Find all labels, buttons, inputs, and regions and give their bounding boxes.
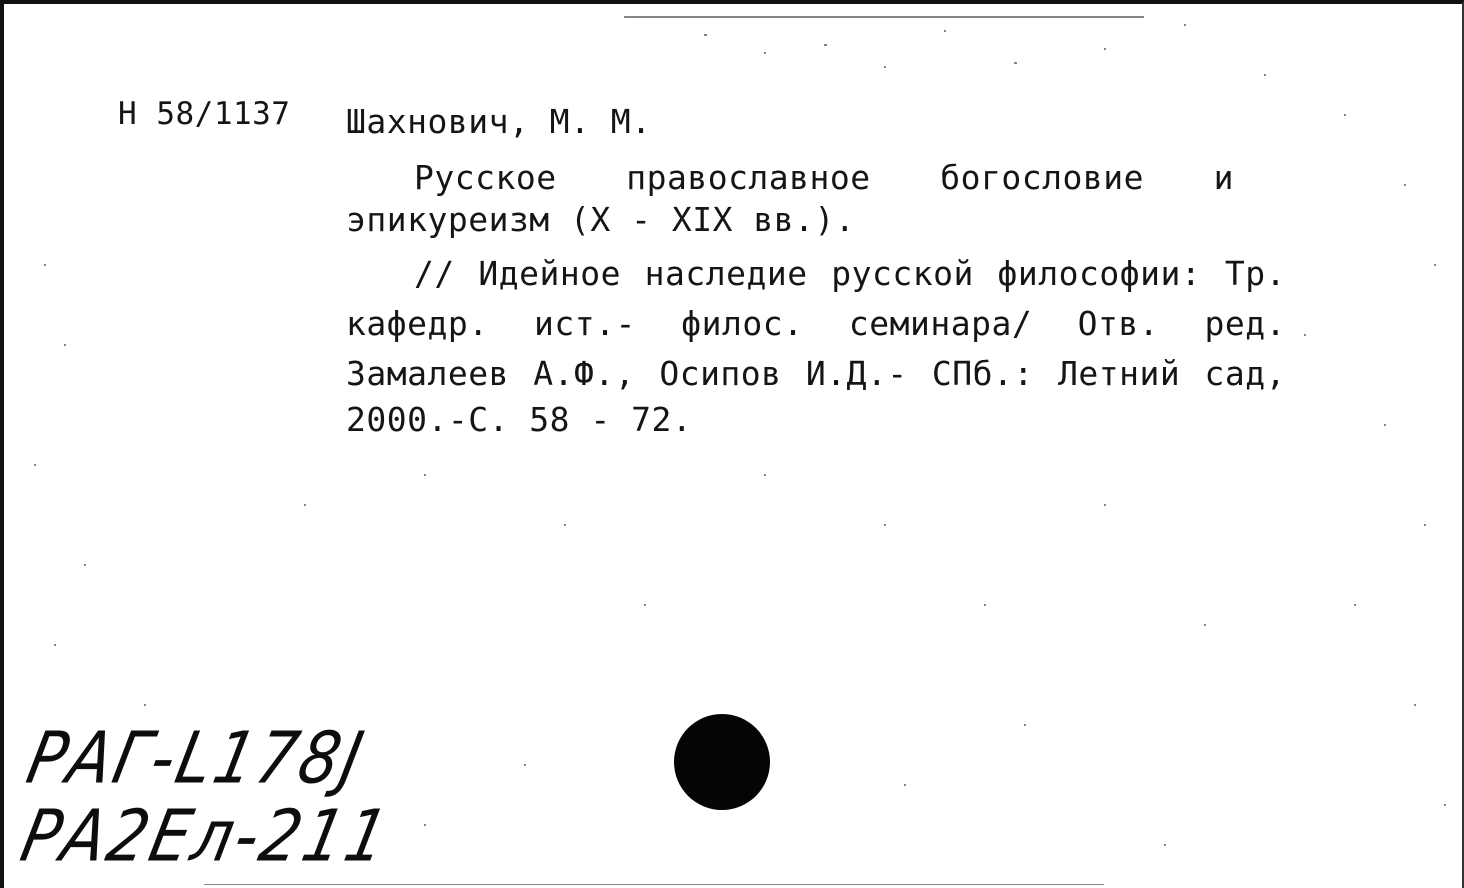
handwritten-code-2: РА2Ел-211 (14, 794, 398, 878)
punch-hole (674, 714, 770, 810)
title-line-1: Русское православное богословие и (414, 158, 1234, 197)
handwritten-code-1: РАГ-L178J (20, 716, 373, 800)
source-line-1: // Идейное наследие русской философии: Тр. (414, 254, 1286, 293)
title-line-2: эпикуреизм (X - XIX вв.). (346, 200, 856, 239)
source-line-4: 2000.-С. 58 - 72. (346, 400, 693, 439)
source-line-3: Замалеев А.Ф., Осипов И.Д.- СПб.: Летний сад, (346, 354, 1286, 393)
shelfmark: Н 58/1137 (118, 96, 291, 132)
source-line-2: кафедр. ист.- филос. семинара/ Отв. ред. (346, 304, 1286, 343)
author-heading: Шахнович, М. М. (346, 102, 652, 141)
